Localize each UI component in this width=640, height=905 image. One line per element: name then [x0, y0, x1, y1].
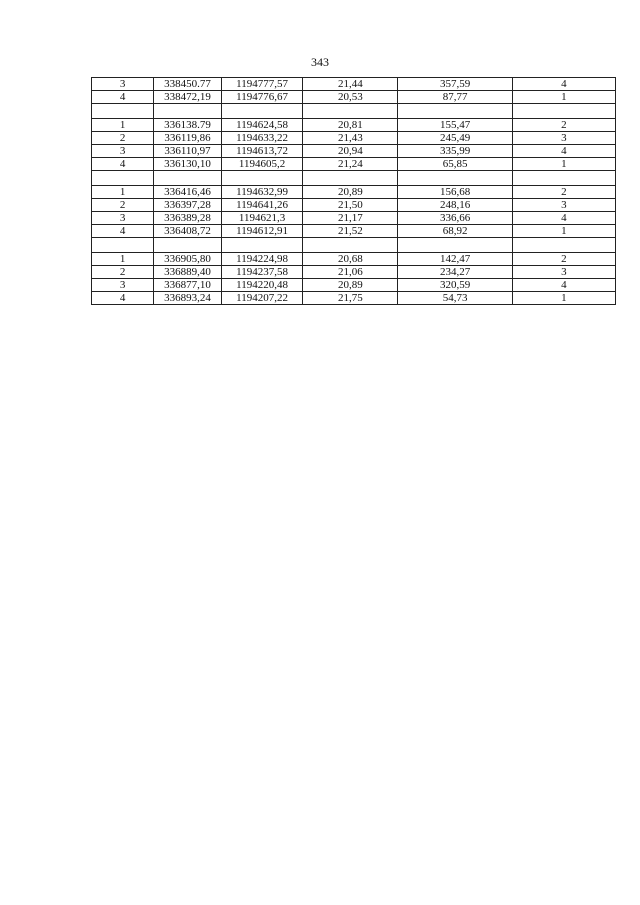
x-coordinate-cell: 336119,86 — [154, 132, 221, 145]
next-point-cell: 3 — [512, 132, 615, 145]
angle-cell — [398, 104, 512, 119]
table-row — [92, 186, 616, 199]
point-number-cell: 3 — [92, 279, 154, 292]
x-coordinate-cell: 338450.77 — [154, 78, 221, 91]
coordinates-table-body — [92, 78, 616, 305]
y-coordinate-cell: 1194220,48 — [221, 279, 303, 292]
y-coordinate-cell: 1194633,22 — [221, 132, 303, 145]
distance-cell: 20,89 — [303, 186, 398, 199]
distance-cell — [303, 104, 398, 119]
distance-cell: 21,06 — [303, 266, 398, 279]
next-point-cell: 1 — [512, 158, 615, 171]
x-coordinate-cell: 336889,40 — [154, 266, 221, 279]
x-coordinate-cell: 336130,10 — [154, 158, 221, 171]
angle-cell: 54,73 — [398, 292, 512, 305]
point-number-cell — [92, 238, 154, 253]
table-row — [92, 119, 616, 132]
point-number-cell — [92, 104, 154, 119]
point-number-cell: 2 — [92, 266, 154, 279]
distance-cell: 21,17 — [303, 212, 398, 225]
x-coordinate-cell: 336893,24 — [154, 292, 221, 305]
angle-cell: 336,66 — [398, 212, 512, 225]
y-coordinate-cell — [221, 171, 303, 186]
next-point-cell: 1 — [512, 225, 615, 238]
angle-cell — [398, 171, 512, 186]
angle-cell — [398, 238, 512, 253]
point-number-cell: 4 — [92, 158, 154, 171]
angle-cell: 68,92 — [398, 225, 512, 238]
point-number-cell: 4 — [92, 292, 154, 305]
point-number-cell: 2 — [92, 199, 154, 212]
y-coordinate-cell: 1194224,98 — [221, 253, 303, 266]
x-coordinate-cell — [154, 104, 221, 119]
distance-cell: 21,44 — [303, 78, 398, 91]
y-coordinate-cell — [221, 104, 303, 119]
table-row — [92, 266, 616, 279]
point-number-cell: 1 — [92, 186, 154, 199]
table-row — [92, 145, 616, 158]
angle-cell: 357,59 — [398, 78, 512, 91]
x-coordinate-cell: 336416,46 — [154, 186, 221, 199]
next-point-cell: 2 — [512, 186, 615, 199]
distance-cell: 21,52 — [303, 225, 398, 238]
x-coordinate-cell: 336905,80 — [154, 253, 221, 266]
y-coordinate-cell: 1194237,58 — [221, 266, 303, 279]
angle-cell: 320,59 — [398, 279, 512, 292]
y-coordinate-cell: 1194777,57 — [221, 78, 303, 91]
x-coordinate-cell: 336877,10 — [154, 279, 221, 292]
coordinates-table — [91, 77, 616, 305]
x-coordinate-cell: 338472,19 — [154, 91, 221, 104]
next-point-cell: 4 — [512, 279, 615, 292]
distance-cell: 21,50 — [303, 199, 398, 212]
distance-cell: 21,43 — [303, 132, 398, 145]
next-point-cell: 4 — [512, 78, 615, 91]
next-point-cell — [512, 104, 615, 119]
next-point-cell: 4 — [512, 145, 615, 158]
y-coordinate-cell: 1194621,3 — [221, 212, 303, 225]
table-row — [92, 238, 616, 253]
point-number-cell: 1 — [92, 119, 154, 132]
distance-cell — [303, 171, 398, 186]
angle-cell: 234,27 — [398, 266, 512, 279]
angle-cell: 245,49 — [398, 132, 512, 145]
y-coordinate-cell: 1194641,26 — [221, 199, 303, 212]
angle-cell: 156,68 — [398, 186, 512, 199]
x-coordinate-cell: 336389,28 — [154, 212, 221, 225]
page-number: 343 — [311, 55, 329, 69]
distance-cell: 21,24 — [303, 158, 398, 171]
point-number-cell: 1 — [92, 253, 154, 266]
next-point-cell: 1 — [512, 292, 615, 305]
point-number-cell: 4 — [92, 225, 154, 238]
distance-cell: 20,81 — [303, 119, 398, 132]
y-coordinate-cell: 1194207,22 — [221, 292, 303, 305]
distance-cell: 20,68 — [303, 253, 398, 266]
point-number-cell: 3 — [92, 212, 154, 225]
angle-cell: 335,99 — [398, 145, 512, 158]
y-coordinate-cell: 1194776,67 — [221, 91, 303, 104]
x-coordinate-cell — [154, 171, 221, 186]
table-row — [92, 104, 616, 119]
y-coordinate-cell — [221, 238, 303, 253]
point-number-cell: 3 — [92, 78, 154, 91]
distance-cell: 20,89 — [303, 279, 398, 292]
table-row — [92, 132, 616, 145]
x-coordinate-cell: 336110,97 — [154, 145, 221, 158]
table-row — [92, 158, 616, 171]
point-number-cell — [92, 171, 154, 186]
next-point-cell: 2 — [512, 119, 615, 132]
table-row — [92, 78, 616, 91]
angle-cell: 142,47 — [398, 253, 512, 266]
next-point-cell: 1 — [512, 91, 615, 104]
distance-cell — [303, 238, 398, 253]
next-point-cell — [512, 238, 615, 253]
next-point-cell — [512, 171, 615, 186]
distance-cell: 21,75 — [303, 292, 398, 305]
next-point-cell: 4 — [512, 212, 615, 225]
next-point-cell: 3 — [512, 266, 615, 279]
y-coordinate-cell: 1194632,99 — [221, 186, 303, 199]
table-row — [92, 292, 616, 305]
table-row — [92, 279, 616, 292]
table-row — [92, 199, 616, 212]
angle-cell: 155,47 — [398, 119, 512, 132]
y-coordinate-cell: 1194612,91 — [221, 225, 303, 238]
y-coordinate-cell: 1194613,72 — [221, 145, 303, 158]
next-point-cell: 3 — [512, 199, 615, 212]
x-coordinate-cell: 336397,28 — [154, 199, 221, 212]
point-number-cell: 4 — [92, 91, 154, 104]
point-number-cell: 2 — [92, 132, 154, 145]
table-row — [92, 212, 616, 225]
angle-cell: 65,85 — [398, 158, 512, 171]
table-row — [92, 253, 616, 266]
y-coordinate-cell: 1194605,2 — [221, 158, 303, 171]
x-coordinate-cell: 336138.79 — [154, 119, 221, 132]
x-coordinate-cell — [154, 238, 221, 253]
angle-cell: 87,77 — [398, 91, 512, 104]
next-point-cell: 2 — [512, 253, 615, 266]
y-coordinate-cell: 1194624,58 — [221, 119, 303, 132]
table-row — [92, 225, 616, 238]
angle-cell: 248,16 — [398, 199, 512, 212]
distance-cell: 20,94 — [303, 145, 398, 158]
table-row — [92, 171, 616, 186]
table-row — [92, 91, 616, 104]
x-coordinate-cell: 336408,72 — [154, 225, 221, 238]
point-number-cell: 3 — [92, 145, 154, 158]
distance-cell: 20,53 — [303, 91, 398, 104]
